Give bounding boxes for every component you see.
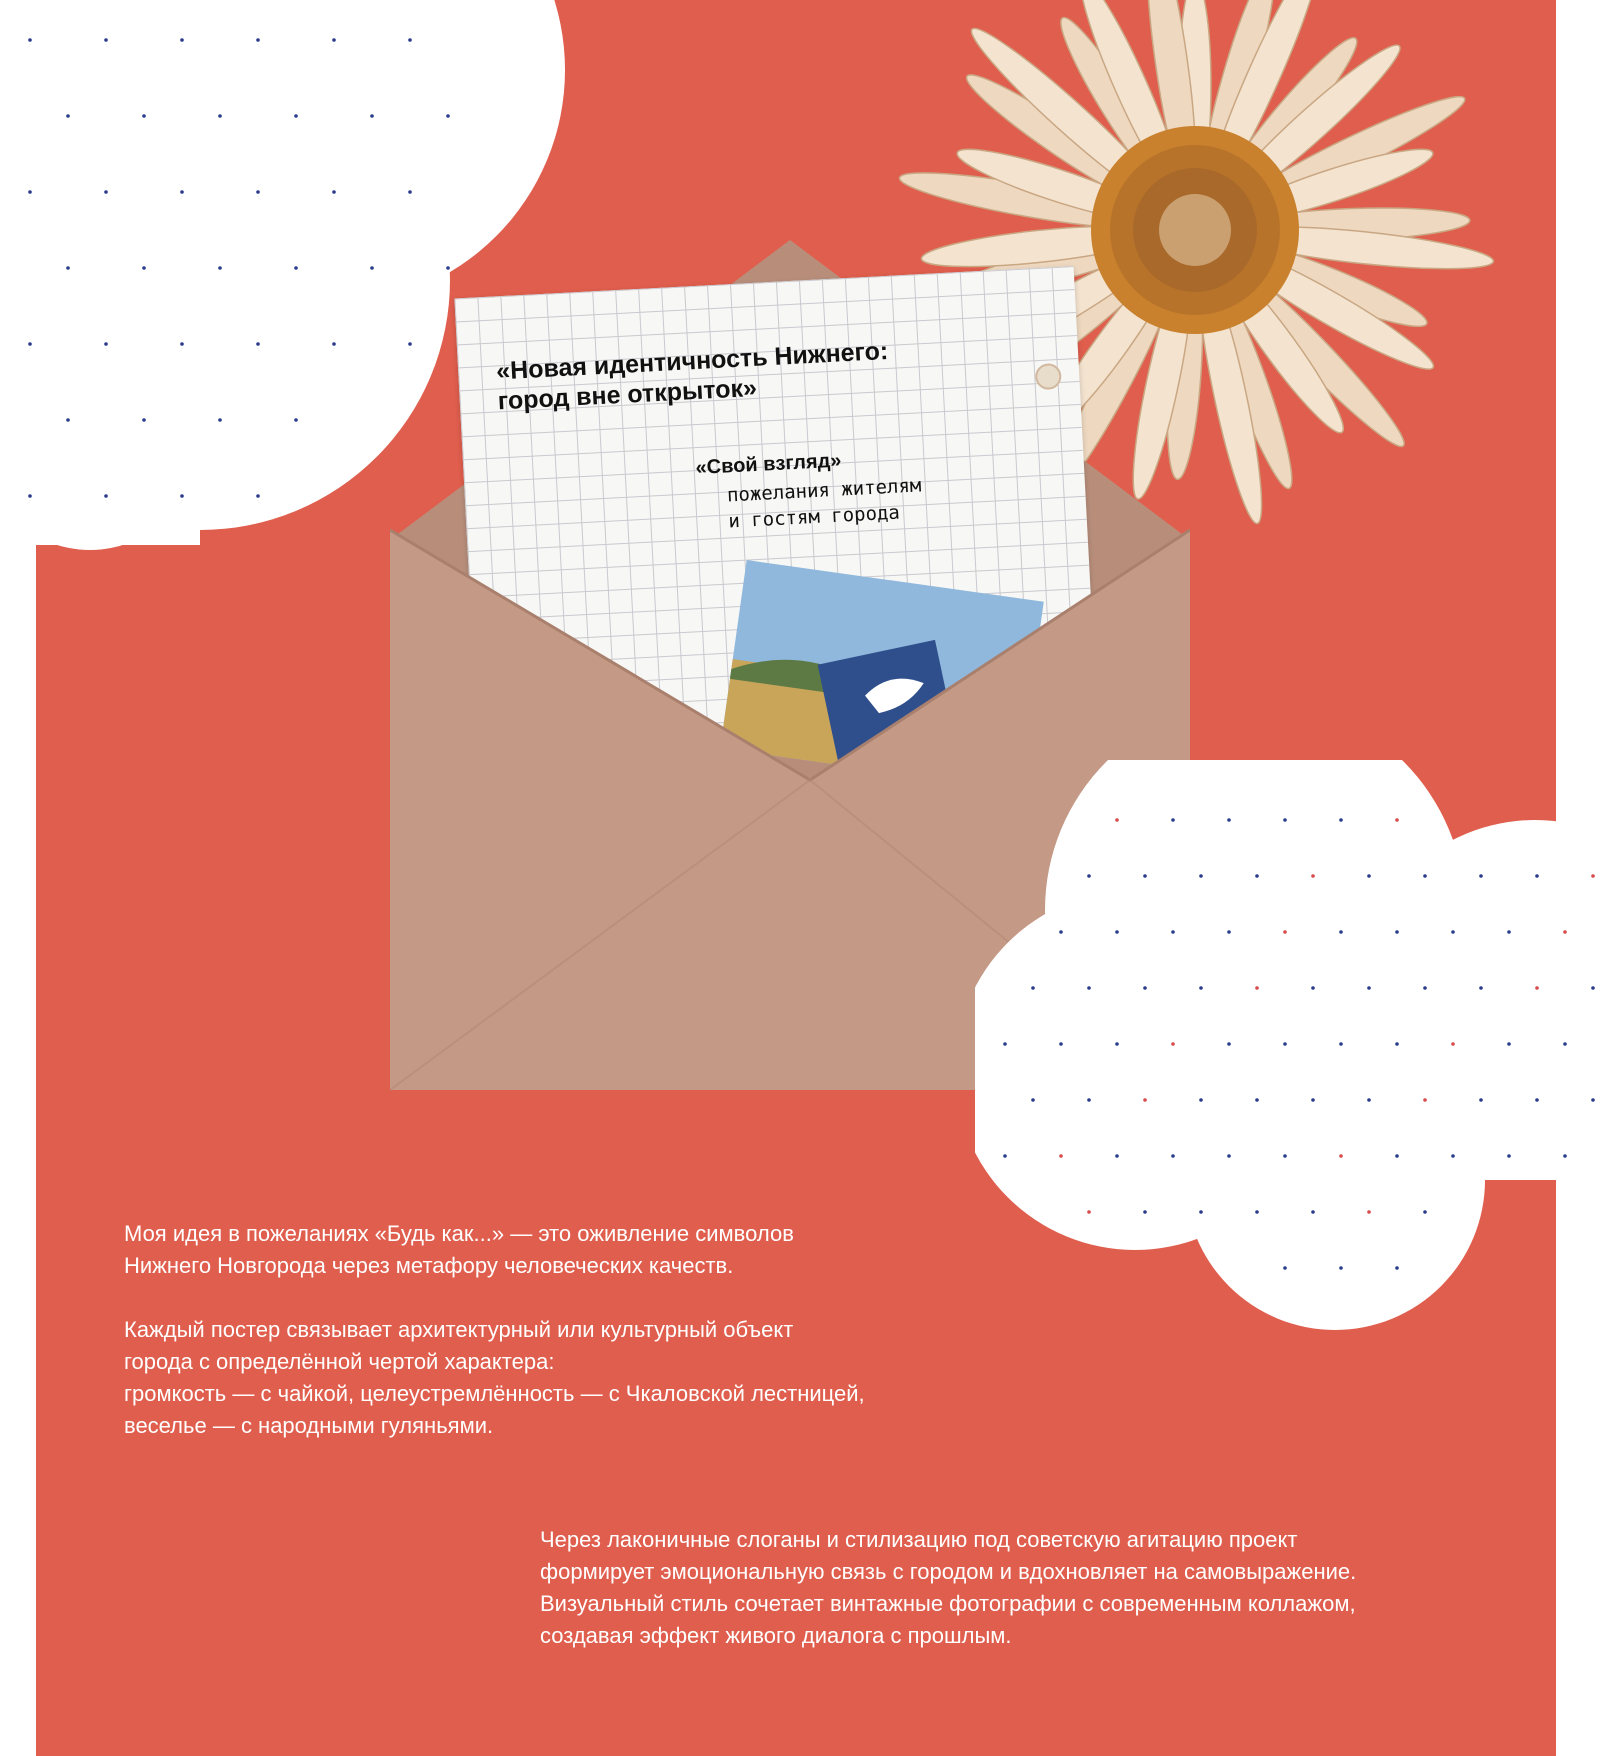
dot-pattern-mark [1227, 818, 1231, 822]
dot-pattern-mark [1451, 1042, 1455, 1046]
dot-pattern-mark [1059, 1154, 1063, 1158]
dot-pattern-mark [446, 114, 450, 118]
dot-pattern-mark [256, 494, 260, 498]
dot-pattern-mark [218, 418, 222, 422]
dot-pattern-mark [1339, 930, 1343, 934]
dot-pattern-mark [1591, 874, 1595, 878]
dot-pattern-mark [1367, 986, 1371, 990]
dot-pattern-mark [1311, 1098, 1315, 1102]
dot-pattern-mark [1003, 1042, 1007, 1046]
dot-pattern-mark [1255, 1210, 1259, 1214]
dot-pattern-mark [1563, 1042, 1567, 1046]
dot-pattern-mark [256, 38, 260, 42]
dot-pattern-mark [1535, 1098, 1539, 1102]
dot-pattern-mark [1199, 1098, 1203, 1102]
dot-pattern-mark [1339, 818, 1343, 822]
dot-pattern-mark [1227, 1154, 1231, 1158]
dot-pattern-mark [28, 342, 32, 346]
dot-pattern-mark [1311, 1210, 1315, 1214]
description-left-line: веселье — с народными гуляньями. [124, 1413, 494, 1438]
dot-pattern-mark [1283, 818, 1287, 822]
description-right-line: Визуальный стиль сочетает винтажные фотографии с современным коллажом, [540, 1591, 1356, 1616]
dot-pattern-mark [1395, 1042, 1399, 1046]
dot-pattern-mark [1535, 874, 1539, 878]
description-right [540, 1524, 1540, 1652]
dot-pattern-mark [1479, 986, 1483, 990]
dot-pattern-mark [1031, 986, 1035, 990]
dot-pattern-mark [1423, 1210, 1427, 1214]
note-subtitle: «Свой взгляд» [695, 449, 842, 480]
dot-pattern-mark [1255, 1098, 1259, 1102]
dot-pattern-mark [104, 494, 108, 498]
description-left-line: города с определённой чертой характера: [124, 1349, 555, 1374]
note-title-line-2: город вне открыток» [497, 373, 758, 416]
dot-pattern-mark [408, 190, 412, 194]
dot-pattern-mark [180, 38, 184, 42]
dot-pattern-mark [1395, 1154, 1399, 1158]
description-right-line: формирует эмоциональную связь с городом и вдохновляет на самовыражение. [540, 1559, 1357, 1584]
dot-pattern-mark [180, 342, 184, 346]
dot-pattern-mark [1367, 1098, 1371, 1102]
dot-pattern-mark [1143, 1210, 1147, 1214]
dot-pattern-mark [66, 266, 70, 270]
dot-pattern-mark [1507, 1042, 1511, 1046]
dot-pattern-mark [1171, 1042, 1175, 1046]
dot-pattern-mark [294, 266, 298, 270]
dot-pattern-mark [1227, 1042, 1231, 1046]
dot-pattern-mark [1199, 874, 1203, 878]
dot-pattern-mark [370, 114, 374, 118]
dot-pattern-mark [1283, 1266, 1287, 1270]
dot-pattern-mark [1507, 930, 1511, 934]
dot-pattern-mark [104, 38, 108, 42]
dot-pattern-mark [104, 342, 108, 346]
dot-pattern-mark [1171, 930, 1175, 934]
dot-pattern-mark [1115, 930, 1119, 934]
dot-pattern-mark [1087, 874, 1091, 878]
dot-pattern-mark [256, 190, 260, 194]
dot-pattern-mark [1143, 986, 1147, 990]
dot-pattern-mark [1563, 1154, 1567, 1158]
description-left-line: громкость — с чайкой, целеустремлённость — с Чкаловской лестницей, [124, 1381, 865, 1406]
description-right-line: Через лаконичные слоганы и стилизацию под советскую агитацию проект [540, 1527, 1298, 1552]
dot-pattern-mark [332, 342, 336, 346]
description-right-line: создавая эффект живого диалога с прошлым. [540, 1623, 1012, 1648]
note-subtitle-description: пожелания жителям и гостям города [726, 474, 922, 533]
dot-pattern-mark [256, 342, 260, 346]
dot-pattern-mark [1171, 818, 1175, 822]
dot-pattern-mark [1199, 1210, 1203, 1214]
dot-pattern-mark [1339, 1154, 1343, 1158]
dot-pattern-mark [104, 190, 108, 194]
dot-pattern-mark [370, 266, 374, 270]
dot-pattern-mark [28, 190, 32, 194]
dot-pattern-mark [1199, 986, 1203, 990]
dot-pattern-mark [1031, 1098, 1035, 1102]
dot-pattern-mark [218, 266, 222, 270]
dot-pattern-mark [1451, 930, 1455, 934]
dot-pattern-mark [1311, 874, 1315, 878]
dot-pattern-mark [1283, 1154, 1287, 1158]
cloud-right [975, 760, 1600, 1360]
dot-pattern-mark [1087, 1098, 1091, 1102]
dot-pattern-mark [1255, 874, 1259, 878]
description-left-line: Каждый постер связывает архитектурный или культурный объект [124, 1317, 794, 1342]
dot-pattern-mark [1479, 1098, 1483, 1102]
dot-pattern-mark [66, 418, 70, 422]
dot-pattern-mark [1003, 1154, 1007, 1158]
dot-pattern-mark [1115, 1042, 1119, 1046]
dot-pattern-mark [332, 38, 336, 42]
description-left-line: Нижнего Новгорода через метафору человеческих качеств. [124, 1253, 734, 1278]
dot-pattern-mark [294, 418, 298, 422]
dot-pattern-mark [66, 114, 70, 118]
dot-pattern-mark [1311, 986, 1315, 990]
dot-pattern-mark [1087, 1210, 1091, 1214]
dot-pattern-mark [1479, 874, 1483, 878]
dot-pattern-mark [1395, 930, 1399, 934]
note-title-line-1: «Новая идентичность Нижнего: [495, 336, 889, 386]
dot-pattern-mark [1367, 1210, 1371, 1214]
dot-pattern-mark [1563, 930, 1567, 934]
dot-pattern-mark [28, 38, 32, 42]
dot-pattern-mark [1423, 1098, 1427, 1102]
dot-pattern-mark [1143, 1098, 1147, 1102]
dot-pattern-mark [1143, 874, 1147, 878]
dot-pattern-mark [28, 494, 32, 498]
dot-pattern-mark [1339, 1266, 1343, 1270]
dot-pattern-mark [142, 114, 146, 118]
dot-pattern-mark [1423, 986, 1427, 990]
dot-pattern-mark [1227, 930, 1231, 934]
dot-pattern-mark [1115, 818, 1119, 822]
dot-pattern-mark [218, 114, 222, 118]
dot-pattern-mark [1591, 986, 1595, 990]
dot-pattern-mark [1395, 818, 1399, 822]
dot-pattern-mark [1283, 930, 1287, 934]
dot-pattern-mark [180, 494, 184, 498]
dot-pattern-mark [294, 114, 298, 118]
dot-pattern-mark [1059, 1042, 1063, 1046]
dot-pattern-mark [1591, 1098, 1595, 1102]
dot-pattern-mark [1367, 874, 1371, 878]
dot-pattern-mark [332, 190, 336, 194]
description-left [124, 1218, 1004, 1442]
dot-pattern-mark [1339, 1042, 1343, 1046]
dot-pattern-mark [1507, 1154, 1511, 1158]
dot-pattern-mark [1283, 1042, 1287, 1046]
dot-pattern-mark [1171, 1154, 1175, 1158]
description-left-line: Моя идея в пожеланиях «Будь как...» — это оживление символов [124, 1221, 794, 1246]
dot-pattern-mark [1535, 986, 1539, 990]
dot-pattern-mark [408, 38, 412, 42]
dot-pattern-mark [142, 266, 146, 270]
dot-pattern-mark [1115, 1154, 1119, 1158]
dot-pattern-mark [1059, 930, 1063, 934]
dot-pattern-mark [1423, 874, 1427, 878]
dot-pattern-mark [1395, 1266, 1399, 1270]
dot-pattern-mark [1087, 986, 1091, 990]
dot-pattern-mark [142, 418, 146, 422]
paragraph-spacer [124, 1282, 1004, 1314]
dot-pattern-mark [1451, 1154, 1455, 1158]
dot-pattern-mark [1255, 986, 1259, 990]
dot-pattern-mark [180, 190, 184, 194]
